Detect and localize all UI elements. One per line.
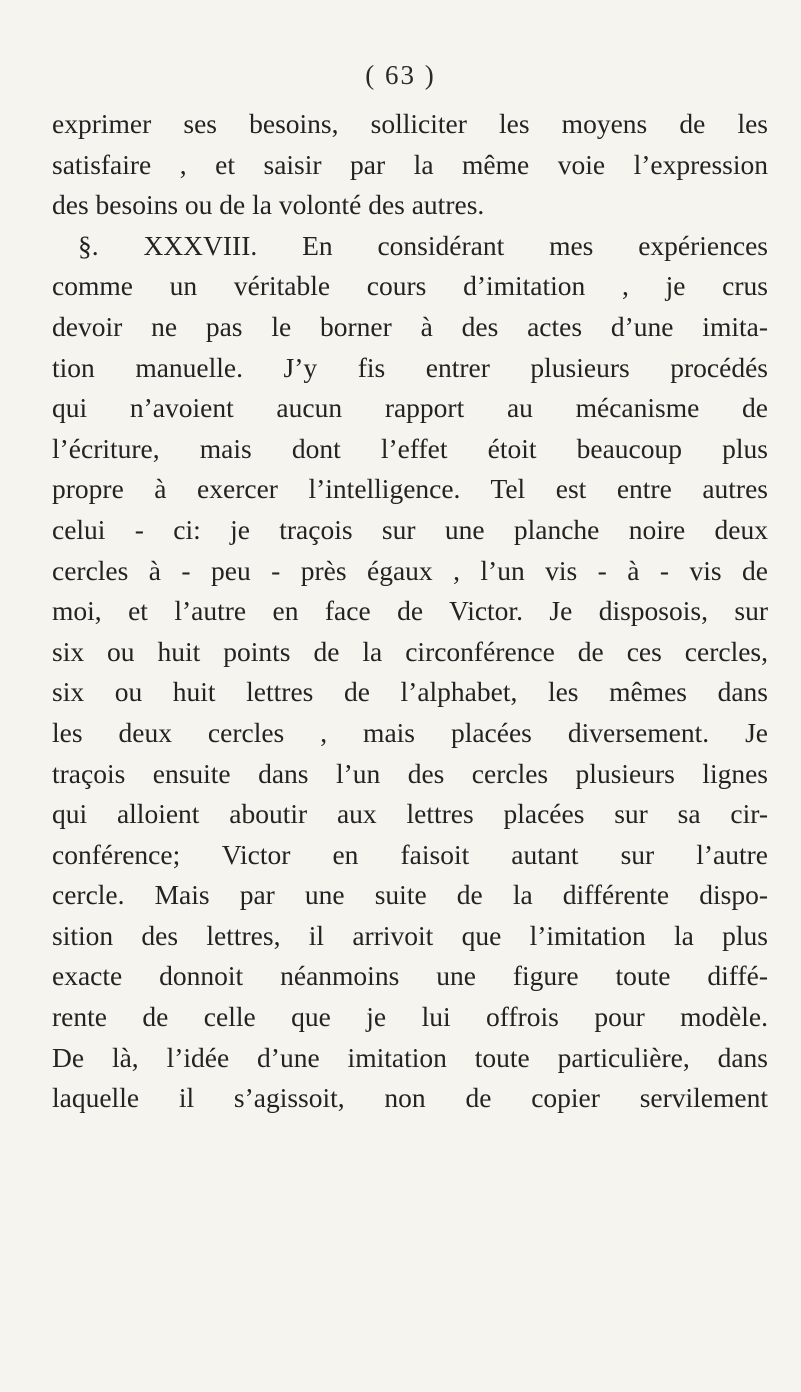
text-line: exprimer ses besoins, solliciter les moyens de les	[52, 108, 768, 139]
text-line: sition des lettres, il arrivoit que l’imitation la plus	[52, 919, 768, 951]
text-line: §. XXXVIII. En considérant mes expériences	[78, 229, 768, 261]
text-line: rente de celle que je lui offrois pour modèle.	[52, 1001, 768, 1033]
text-line: six ou huit points de la circonférence de ces cercles,	[52, 635, 768, 667]
text-line: laquelle il s’agissoit, non de copier servilement	[52, 1082, 768, 1114]
text-line: les deux cercles , mais placées diversement. Je	[52, 716, 768, 748]
text-line: celui - ci: je traçois sur une planche noire deux	[52, 513, 768, 545]
text-line: comme un véritable cours d’imitation , je crus	[52, 270, 768, 302]
text-line: traçois ensuite dans l’un des cercles plusieurs lignes	[52, 757, 768, 789]
text-line: exacte donnoit néanmoins une figure toute diffé-	[52, 960, 768, 992]
text-line: De là, l’idée d’une imitation toute particulière, dans	[52, 1041, 768, 1073]
page-number-header: ( 63 )	[365, 60, 436, 90]
text-line: devoir ne pas le borner à des actes d’une imita-	[52, 310, 768, 342]
text-line: six ou huit lettres de l’alphabet, les mêmes dans	[52, 676, 768, 708]
text-line: des besoins ou de la volonté des autres.	[52, 189, 485, 221]
text-line: qui n’avoient aucun rapport au mécanisme de	[52, 392, 768, 424]
text-line: cercles à - peu - près égaux , l’un vis - à - vis de	[52, 554, 768, 586]
text-line: conférence; Victor en faisoit autant sur l’autre	[52, 838, 768, 870]
text-line: propre à exercer l’intelligence. Tel est entre autres	[52, 473, 768, 505]
text-line: cercle. Mais par une suite de la différente dispo-	[52, 879, 768, 911]
text-line: moi, et l’autre en face de Victor. Je disposois, sur	[52, 595, 768, 627]
text-line: satisfaire , et saisir par la même voie l’expression	[52, 148, 768, 180]
text-line: l’écriture, mais dont l’effet étoit beaucoup plus	[52, 432, 768, 464]
body-text	[52, 104, 768, 1119]
text-line: tion manuelle. J’y fis entrer plusieurs procédés	[52, 351, 768, 383]
text-line: qui alloient aboutir aux lettres placées sur sa cir-	[52, 798, 768, 830]
